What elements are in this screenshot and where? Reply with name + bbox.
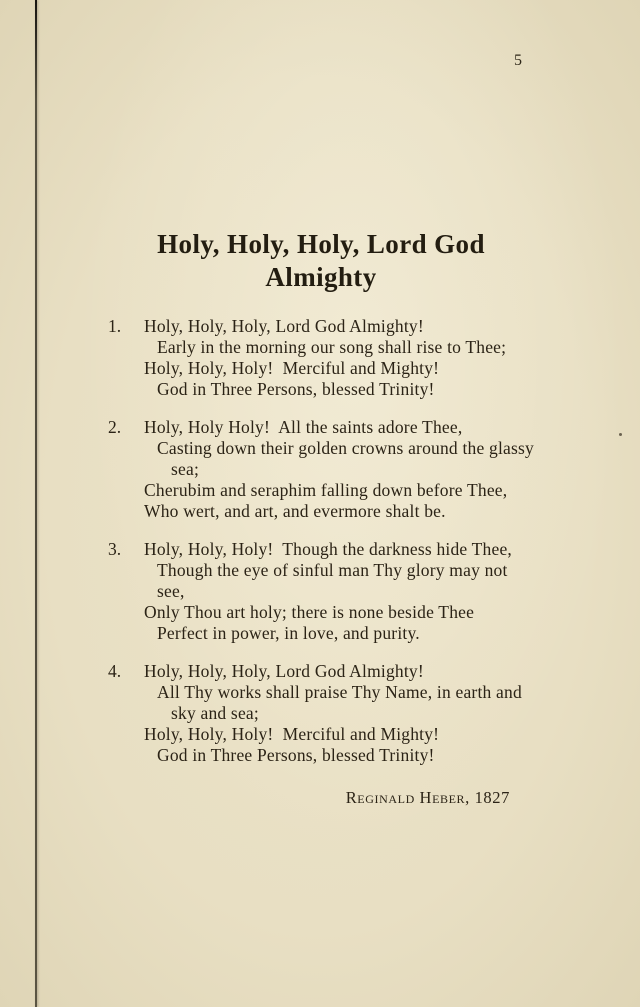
verse-line: Holy, Holy, Holy, Lord God Almighty! — [144, 661, 424, 681]
hymn-title — [106, 228, 536, 294]
paper-speck — [619, 433, 622, 436]
verse-lines — [144, 316, 536, 400]
hymn-title-line-2: Almighty — [265, 262, 377, 292]
verse-line: Holy, Holy, Holy, Lord God Almighty! — [144, 316, 424, 336]
verse-number: 4. — [108, 661, 122, 681]
verse-line: Cherubim and seraphim falling down before Thee, — [144, 480, 508, 500]
verse-line: Perfect in power, in love, and purity. — [157, 623, 420, 643]
verse-line: All Thy works shall praise Thy Name, in earth and — [157, 682, 522, 702]
page-binding-line — [35, 0, 37, 1007]
verse-number: 1. — [108, 316, 122, 336]
verse-line: Holy, Holy, Holy! Though the darkness hide Thee, — [144, 539, 513, 559]
verse-lines — [144, 417, 536, 522]
verse-line: Holy, Holy, Holy! Merciful and Mighty! — [144, 724, 440, 744]
page-number: 5 — [514, 52, 522, 69]
verse-line: Holy, Holy Holy! All the saints adore Thee, — [144, 417, 463, 437]
verse-number: 2. — [108, 417, 122, 437]
verse-number: 3. — [108, 539, 122, 559]
verse — [106, 417, 536, 522]
verse-line: Casting down their golden crowns around the glassy — [157, 438, 534, 458]
verse-line: Early in the morning our song shall rise to Thee; — [157, 337, 507, 357]
verse-line: Who wert, and art, and evermore shalt be. — [144, 501, 446, 521]
verse — [106, 539, 536, 644]
verse — [106, 661, 536, 766]
verse-list — [106, 316, 536, 766]
verse-line: sky and sea; — [171, 703, 259, 723]
verse — [106, 316, 536, 400]
verse-line: sea; — [171, 459, 200, 479]
attribution: Reginald Heber, 1827 — [345, 788, 510, 807]
verse-line: God in Three Persons, blessed Trinity! — [157, 745, 435, 765]
hymn-content — [106, 228, 536, 808]
verse-line: Holy, Holy, Holy! Merciful and Mighty! — [144, 358, 440, 378]
verse-line: Only Thou art holy; there is none beside Thee — [144, 602, 475, 622]
hymn-title-line-1: Holy, Holy, Holy, Lord God — [157, 229, 485, 259]
verse-lines — [144, 539, 536, 644]
verse-line: Though the eye of sinful man Thy glory may not see, — [157, 560, 513, 601]
verse-line: God in Three Persons, blessed Trinity! — [157, 379, 435, 399]
verse-lines — [144, 661, 536, 766]
